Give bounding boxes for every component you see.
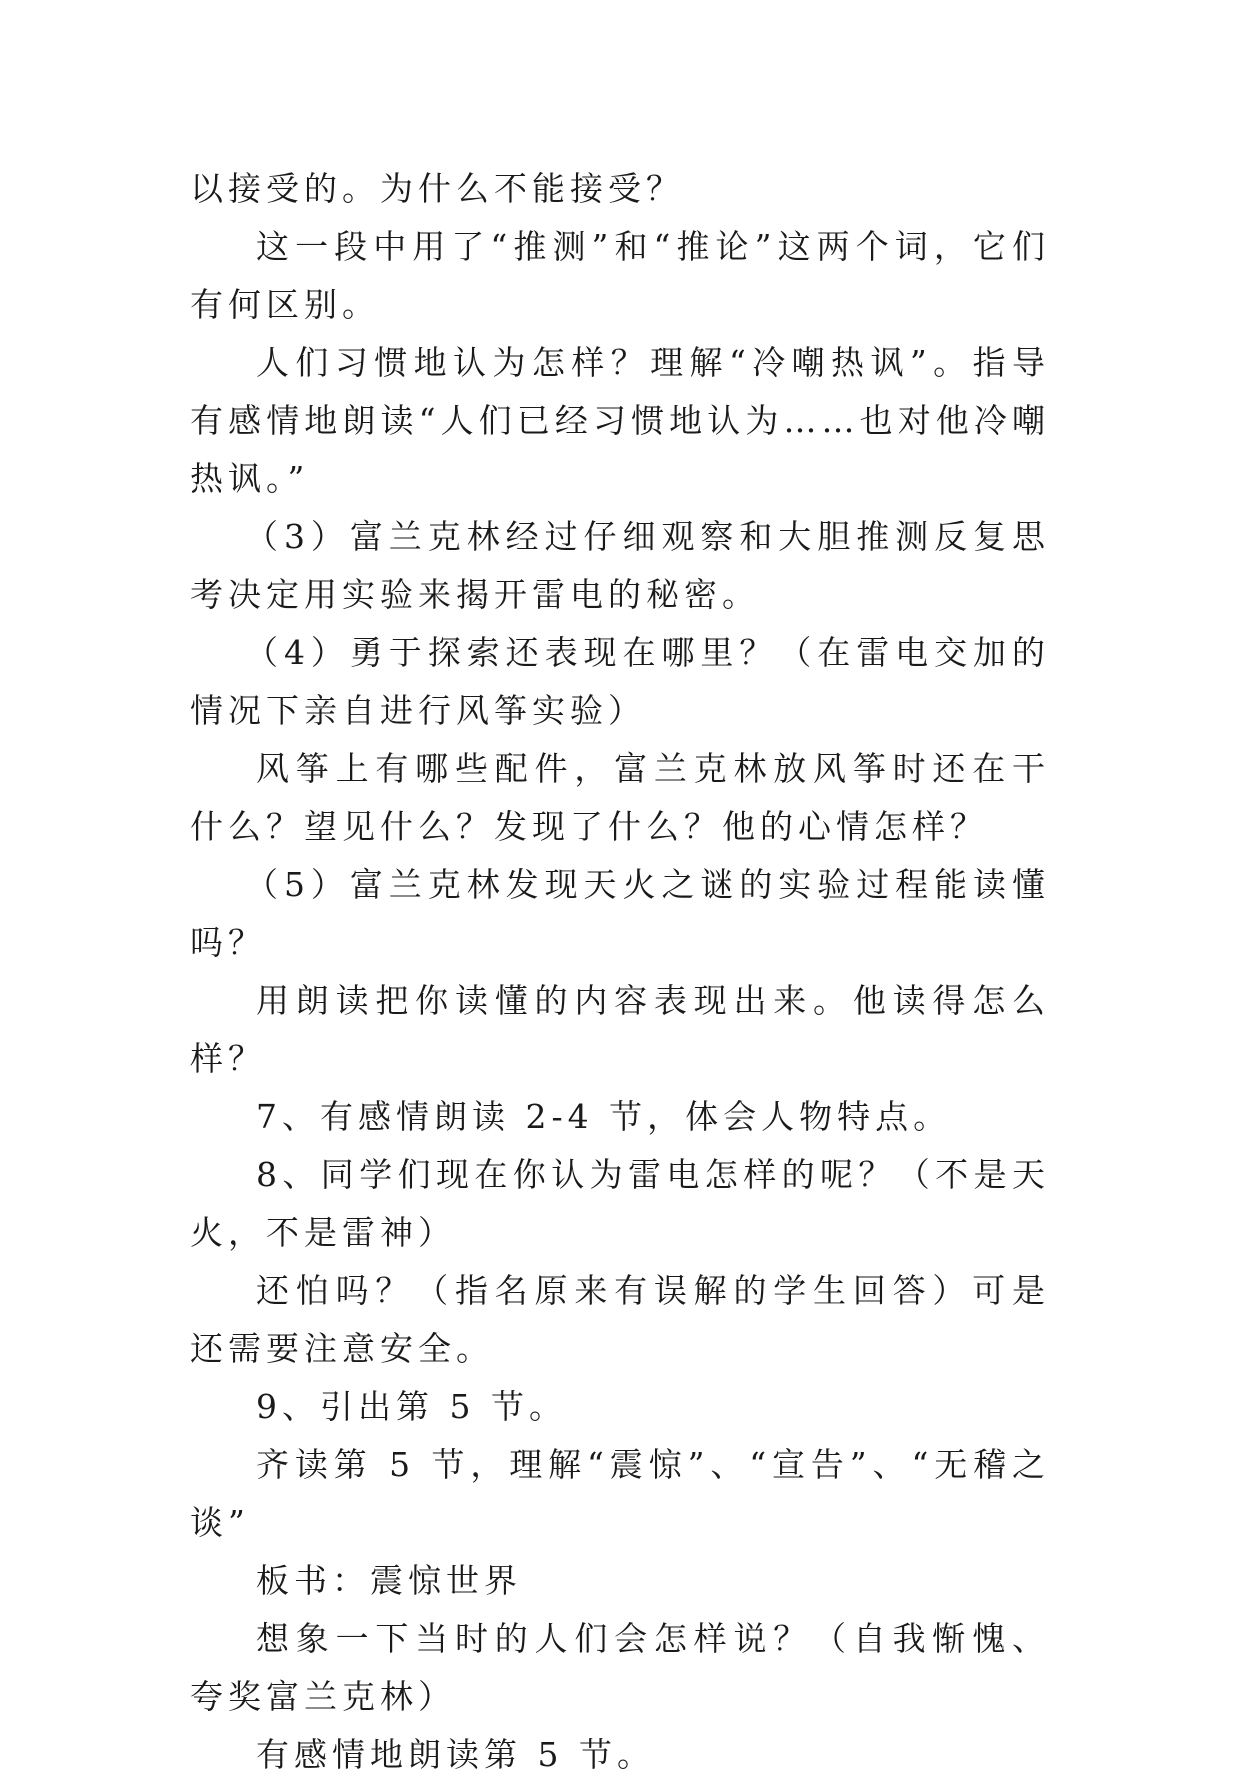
paragraph: 以接受的。为什么不能接受？ [190,169,684,208]
paragraph: 9、引出第 5 节。 [256,1387,567,1426]
paragraph: （5）富兰克林发现天火之谜的实验过程能读懂吗？ [190,865,1050,962]
paragraph: 用朗读把你读懂的内容表现出来。他读得怎么样？ [190,981,1050,1078]
paragraph: 想象一下当时的人们会怎样说？（自我惭愧、夸奖富兰克林） [190,1619,1050,1716]
paragraph: 齐读第 5 节，理解“震惊”、“宣告”、“无稽之谈” [190,1445,1050,1542]
paragraph: （4）勇于探索还表现在哪里？（在雷电交加的情况下亲自进行风筝实验） [190,633,1050,730]
document-body [190,160,1050,1784]
paragraph: 人们习惯地认为怎样？理解“冷嘲热讽”。指导有感情地朗读“人们已经习惯地认为……也对他冷嘲热讽。” [190,343,1050,498]
paragraph: 7、有感情朗读 2-4 节，体会人物特点。 [256,1097,952,1136]
paragraph: 风筝上有哪些配件，富兰克林放风筝时还在干什么？望见什么？发现了什么？他的心情怎样？ [190,749,1050,846]
paragraph: 这一段中用了“推测”和“推论”这两个词，它们有何区别。 [190,227,1050,324]
paragraph: 8、同学们现在你认为雷电怎样的呢？（不是天火，不是雷神） [190,1155,1050,1252]
paragraph: 还怕吗？（指名原来有误解的学生回答）可是还需要注意安全。 [190,1271,1050,1368]
paragraph: （3）富兰克林经过仔细观察和大胆推测反复思考决定用实验来揭开雷电的秘密。 [190,517,1050,614]
paragraph: 有感情地朗读第 5 节。 [256,1735,655,1774]
paragraph: 板书：震惊世界 [256,1561,522,1600]
